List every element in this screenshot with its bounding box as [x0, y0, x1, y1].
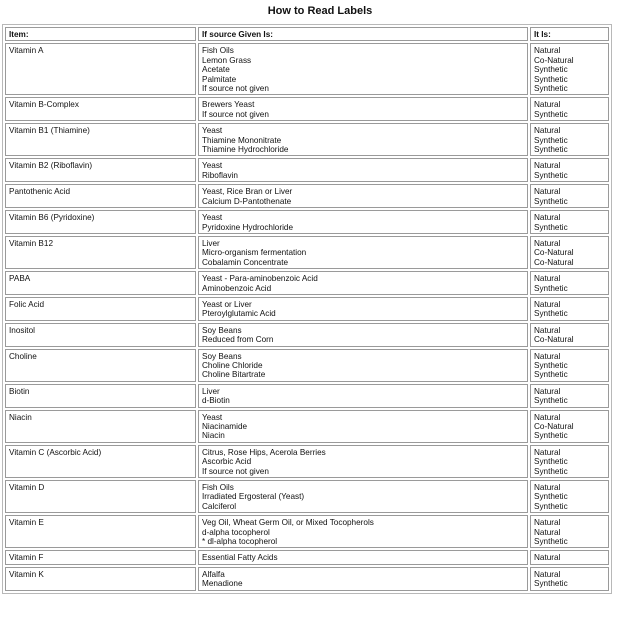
- source-cell: [198, 515, 528, 548]
- source-cell: [198, 236, 528, 269]
- source-cell: [198, 384, 528, 408]
- source-cell: [198, 550, 528, 564]
- type-line: Synthetic: [534, 466, 568, 476]
- source-line: Pyridoxine Hydrochloride: [202, 222, 294, 232]
- type-line: Synthetic: [534, 65, 568, 75]
- table-row: [5, 43, 609, 95]
- source-line: Irradiated Ergosteral (Yeast): [202, 492, 305, 502]
- source-line: Yeast or Liver: [202, 299, 252, 309]
- item-cell: Vitamin B2 (Riboflavin): [5, 158, 196, 182]
- source-line: Acetate: [202, 65, 230, 75]
- labels-table-frame: [2, 24, 612, 594]
- source-line: Pteroylglutamic Acid: [202, 309, 276, 319]
- type-cell: [530, 210, 609, 234]
- type-line: Synthetic: [534, 145, 568, 155]
- source-line: Fish Oils: [202, 46, 234, 56]
- item-cell: Vitamin B6 (Pyridoxine): [5, 210, 196, 234]
- source-line: If source not given: [202, 84, 269, 94]
- source-line: Menadione: [202, 579, 243, 589]
- labels-table: [3, 25, 611, 593]
- item-cell: Vitamin E: [5, 515, 196, 548]
- type-line: Natural: [534, 274, 561, 284]
- type-cell: [530, 445, 609, 478]
- source-cell: [198, 323, 528, 347]
- source-line: * dl-alpha tocopherol: [202, 537, 278, 547]
- header-source: If source Given Is:: [198, 27, 528, 41]
- table-row: [5, 184, 609, 208]
- type-line: Natural: [534, 187, 561, 197]
- type-line: Natural: [534, 100, 561, 110]
- item-cell: Vitamin B1 (Thiamine): [5, 123, 196, 156]
- source-line: Niacin: [202, 431, 225, 441]
- type-line: Synthetic: [534, 431, 568, 441]
- table-row: [5, 567, 609, 591]
- type-cell: [530, 43, 609, 95]
- source-cell: [198, 123, 528, 156]
- source-line: Yeast, Rice Bran or Liver: [202, 187, 293, 197]
- type-line: Natural: [534, 325, 561, 335]
- type-line: Synthetic: [534, 370, 568, 380]
- type-cell: [530, 323, 609, 347]
- source-cell: [198, 97, 528, 121]
- type-cell: [530, 158, 609, 182]
- item-cell: Vitamin C (Ascorbic Acid): [5, 445, 196, 478]
- type-cell: [530, 271, 609, 295]
- source-line: Lemon Grass: [202, 55, 252, 65]
- type-line: Natural: [534, 569, 561, 579]
- source-line: Yeast: [202, 126, 223, 136]
- source-cell: [198, 445, 528, 478]
- source-cell: [198, 349, 528, 382]
- table-body: [5, 43, 609, 590]
- type-cell: [530, 184, 609, 208]
- type-line: Synthetic: [534, 360, 568, 370]
- type-cell: [530, 480, 609, 513]
- item-cell: PABA: [5, 271, 196, 295]
- table-row: [5, 410, 609, 443]
- type-line: Natural: [534, 238, 561, 248]
- source-line: Yeast - Para-aminobenzoic Acid: [202, 274, 318, 284]
- source-line: Calciferol: [202, 501, 237, 511]
- type-cell: [530, 349, 609, 382]
- table-row: [5, 297, 609, 321]
- type-line: Co-Natural: [534, 335, 574, 345]
- table-row: [5, 349, 609, 382]
- type-line: Natural: [534, 386, 561, 396]
- item-cell: Inositol: [5, 323, 196, 347]
- table-row: [5, 445, 609, 478]
- type-cell: [530, 384, 609, 408]
- source-line: Liver: [202, 386, 220, 396]
- item-cell: Vitamin K: [5, 567, 196, 591]
- table-row: [5, 384, 609, 408]
- type-cell: [530, 550, 609, 564]
- type-line: Synthetic: [534, 222, 568, 232]
- type-line: Natural: [534, 412, 561, 422]
- type-line: Natural: [534, 213, 561, 223]
- item-cell: Vitamin A: [5, 43, 196, 95]
- source-line: Reduced from Corn: [202, 335, 274, 345]
- source-cell: [198, 184, 528, 208]
- type-line: Natural: [534, 351, 561, 361]
- header-type: It Is:: [530, 27, 609, 41]
- table-row: [5, 97, 609, 121]
- item-cell: Vitamin F: [5, 550, 196, 564]
- type-cell: [530, 123, 609, 156]
- table-row: [5, 550, 609, 564]
- source-line: d-Biotin: [202, 396, 230, 406]
- type-cell: [530, 410, 609, 443]
- source-cell: [198, 297, 528, 321]
- source-line: Calcium D-Pantothenate: [202, 196, 292, 206]
- source-cell: [198, 271, 528, 295]
- page-title: How to Read Labels: [267, 5, 373, 17]
- type-cell: [530, 297, 609, 321]
- type-line: Natural: [534, 447, 561, 457]
- table-row: [5, 210, 609, 234]
- source-cell: [198, 480, 528, 513]
- source-cell: [198, 210, 528, 234]
- table-header-row: [5, 27, 609, 41]
- source-line: Essential Fatty Acids: [202, 553, 278, 563]
- type-line: Co-Natural: [534, 248, 574, 258]
- type-line: Natural: [534, 299, 561, 309]
- source-line: Micro-organism fermentation: [202, 248, 307, 258]
- type-line: Natural: [534, 46, 561, 56]
- type-line: Synthetic: [534, 457, 568, 467]
- type-line: Synthetic: [534, 109, 568, 119]
- source-line: Citrus, Rose Hips, Acerola Berries: [202, 447, 326, 457]
- type-line: Natural: [534, 126, 561, 136]
- source-line: Yeast: [202, 412, 223, 422]
- item-cell: Niacin: [5, 410, 196, 443]
- source-line: Riboflavin: [202, 170, 238, 180]
- item-cell: Choline: [5, 349, 196, 382]
- source-cell: [198, 410, 528, 443]
- source-line: Yeast: [202, 161, 223, 171]
- table-row: [5, 158, 609, 182]
- item-cell: Vitamin D: [5, 480, 196, 513]
- source-line: If source not given: [202, 109, 269, 119]
- source-line: Palmitate: [202, 74, 237, 84]
- source-line: d-alpha tocopherol: [202, 527, 270, 537]
- source-line: Thiamine Hydrochloride: [202, 145, 289, 155]
- source-line: Veg Oil, Wheat Germ Oil, or Mixed Tocopherols: [202, 518, 374, 528]
- source-line: Soy Beans: [202, 351, 242, 361]
- source-line: Ascorbic Acid: [202, 457, 252, 467]
- source-cell: [198, 158, 528, 182]
- source-line: Yeast: [202, 213, 223, 223]
- header-item: Item:: [5, 27, 196, 41]
- table-row: [5, 323, 609, 347]
- type-line: Synthetic: [534, 492, 568, 502]
- table-row: [5, 236, 609, 269]
- source-line: Niacinamide: [202, 422, 248, 431]
- source-line: Liver: [202, 238, 220, 248]
- type-line: Natural: [534, 483, 561, 493]
- source-line: If source not given: [202, 466, 269, 476]
- item-cell: Vitamin B12: [5, 236, 196, 269]
- type-line: Natural: [534, 161, 561, 171]
- type-line: Synthetic: [534, 579, 568, 589]
- source-cell: [198, 567, 528, 591]
- type-line: Synthetic: [534, 196, 568, 206]
- type-line: Natural: [534, 527, 561, 537]
- item-cell: Biotin: [5, 384, 196, 408]
- type-line: Natural: [534, 553, 561, 563]
- source-cell: [198, 43, 528, 95]
- type-line: Synthetic: [534, 283, 568, 293]
- type-cell: [530, 236, 609, 269]
- source-line: Choline Bitartrate: [202, 370, 266, 380]
- table-row: [5, 123, 609, 156]
- source-line: Brewers Yeast: [202, 100, 255, 110]
- type-line: Synthetic: [534, 501, 568, 511]
- type-cell: [530, 97, 609, 121]
- table-row: [5, 480, 609, 513]
- source-line: Alfalfa: [202, 569, 225, 579]
- source-line: Soy Beans: [202, 325, 242, 335]
- type-cell: [530, 567, 609, 591]
- type-cell: [530, 515, 609, 548]
- table-row: [5, 515, 609, 548]
- type-line: Synthetic: [534, 396, 568, 406]
- source-line: Aminobenzoic Acid: [202, 283, 272, 293]
- type-line: Co-Natural: [534, 422, 574, 431]
- type-line: Natural: [534, 518, 561, 528]
- table-row: [5, 271, 609, 295]
- type-line: Synthetic: [534, 84, 568, 94]
- source-line: Fish Oils: [202, 483, 234, 493]
- item-cell: Vitamin B-Complex: [5, 97, 196, 121]
- type-line: Co-Natural: [534, 55, 574, 65]
- source-line: Choline Chloride: [202, 360, 263, 370]
- type-line: Co-Natural: [534, 257, 574, 267]
- type-line: Synthetic: [534, 135, 568, 145]
- source-line: Thiamine Mononitrate: [202, 135, 282, 145]
- type-line: Synthetic: [534, 537, 568, 547]
- type-line: Synthetic: [534, 309, 568, 319]
- type-line: Synthetic: [534, 74, 568, 84]
- source-line: Cobalamin Concentrate: [202, 257, 289, 267]
- item-cell: Folic Acid: [5, 297, 196, 321]
- item-cell: Pantothenic Acid: [5, 184, 196, 208]
- type-line: Synthetic: [534, 170, 568, 180]
